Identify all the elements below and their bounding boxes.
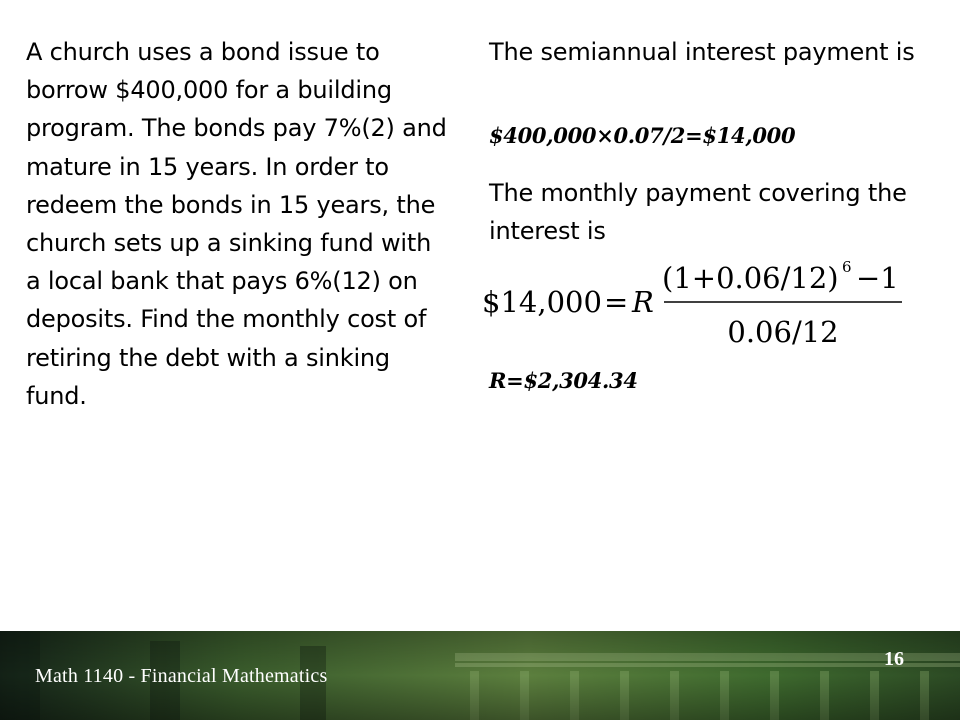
sinking-fund-equation (478, 258, 908, 354)
equation-variable: R (632, 285, 654, 319)
equation-numerator-tail: −1 (856, 261, 899, 295)
course-title: Math 1140 - Financial Mathematics (35, 665, 328, 687)
problem-statement: A church uses a bond issue to borrow $400,000 for a building program. The bonds pay 7%(2) and mature in 15 years. In order to redeem the bonds in 15 years, the church sets up a sinking fund with a local bank that pays 6%(12) on deposits. Find the monthly cost of retiring the debt with a sinking fund. (26, 38, 447, 410)
equation-exponent: 6 (842, 258, 852, 276)
equation-numerator-base: (1+0.06/12) (662, 261, 839, 295)
page-number: 16 (884, 648, 904, 670)
monthly-payment-intro: The monthly payment covering the interest is (489, 179, 907, 246)
equation-lhs: $14,000 (482, 285, 602, 319)
result-payment: R=$2,304.34 (489, 368, 638, 393)
semiannual-interest-intro: The semiannual interest payment is (489, 38, 915, 66)
interest-calculation: $400,000×0.07/2=$14,000 (489, 123, 796, 148)
equation-equals: = (604, 285, 629, 319)
equation-denominator: 0.06/12 (727, 315, 839, 349)
